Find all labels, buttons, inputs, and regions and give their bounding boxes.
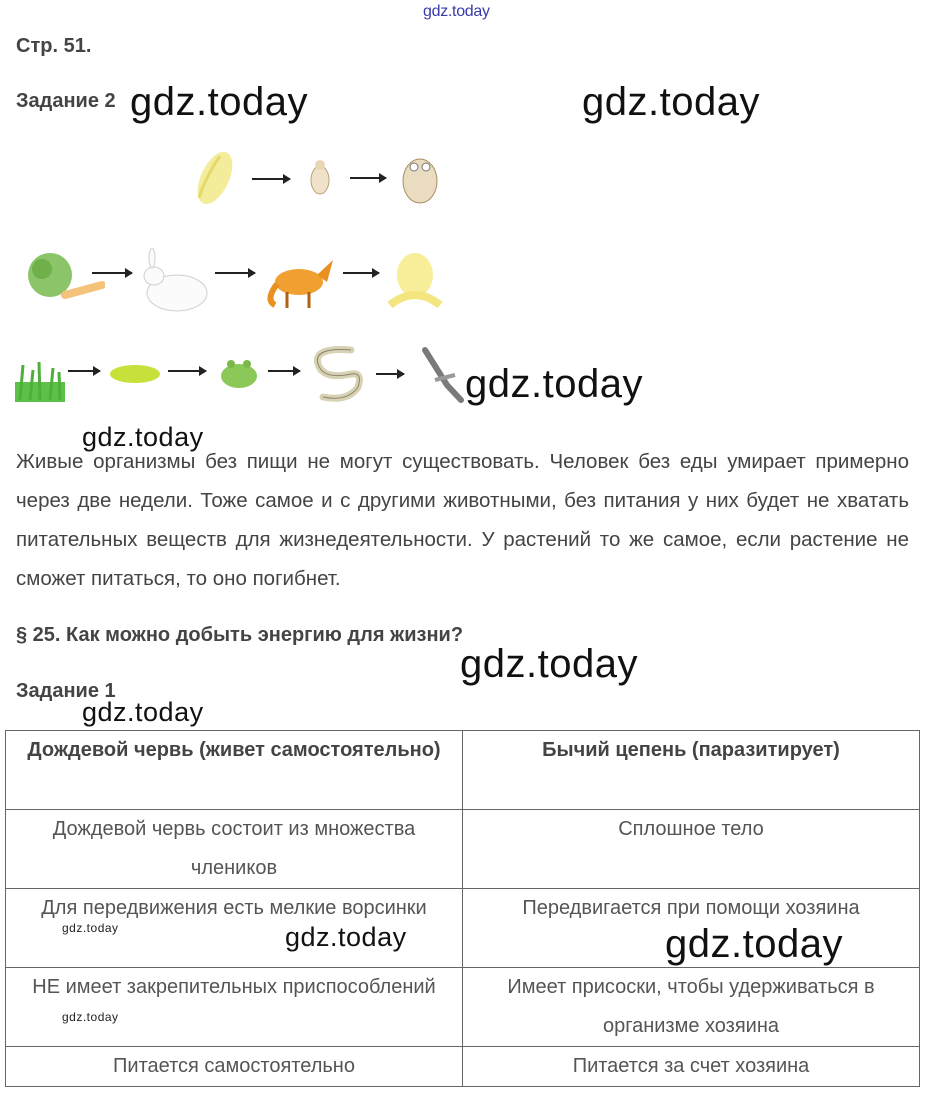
watermark: gdz.today [465, 362, 643, 406]
eagle-owl-icon [380, 245, 450, 323]
task2-heading: Задание 2 [16, 90, 116, 112]
rabbit-icon [132, 248, 214, 318]
table-row [6, 968, 920, 1047]
table-header-cell: Бычий цепень (паразитирует) [463, 731, 920, 810]
table-row [6, 1047, 920, 1087]
corn-icon [185, 148, 245, 210]
table-cell: Передвигается при помощи хозяина [463, 889, 920, 968]
mouse-icon [300, 155, 340, 200]
snake-icon [303, 342, 368, 408]
cabbage-carrot-icon [20, 245, 105, 310]
table-cell: НЕ имеет закрепительных приспособлений [6, 968, 463, 1047]
table-cell: Питается самостоятельно [6, 1047, 463, 1087]
owl-icon [395, 145, 445, 207]
arrow-icon [168, 370, 206, 372]
task1-heading: Задание 1 [16, 680, 116, 702]
table-cell: Для передвижения есть мелкие ворсинки [6, 889, 463, 968]
table-cell: Сплошное тело [463, 810, 920, 889]
section-heading: § 25. Как можно добыть энергию для жизни? [16, 624, 464, 646]
arrow-icon [376, 373, 404, 375]
watermark: gdz.today [665, 922, 843, 966]
grass-icon [15, 360, 65, 402]
caterpillar-icon [107, 360, 162, 388]
table-row [6, 889, 920, 968]
arrow-icon [92, 272, 132, 274]
site-label[interactable]: gdz.today [423, 3, 490, 20]
hawk-icon [415, 345, 465, 405]
arrow-icon [252, 178, 290, 180]
frog-icon [215, 352, 263, 394]
table-header-row [6, 731, 920, 810]
arrow-icon [350, 177, 386, 179]
watermark: gdz.today [130, 80, 308, 124]
watermark: gdz.today [460, 642, 638, 686]
watermark: gdz.today [285, 922, 407, 952]
watermark: gdz.today [82, 697, 204, 727]
page-ref: Стр. 51. [16, 35, 92, 57]
arrow-icon [268, 370, 300, 372]
watermark: gdz.today [62, 921, 119, 935]
table-cell: Дождевой червь состоит из множества члеников [6, 810, 463, 889]
watermark: gdz.today [62, 1010, 119, 1024]
fox-icon [265, 250, 337, 312]
arrow-icon [215, 272, 255, 274]
table-cell: Имеет присоски, чтобы удерживаться в организме хозяина [463, 968, 920, 1047]
watermark: gdz.today [82, 422, 204, 452]
watermark: gdz.today [582, 80, 760, 124]
arrow-icon [68, 370, 100, 372]
comparison-table [5, 730, 920, 1087]
table-header-cell: Дождевой червь (живет самостоятельно) [6, 731, 463, 810]
table-row [6, 810, 920, 889]
paragraph: Живые организмы без пищи не могут существовать. Человек без еды умирает примерно через две недели. Тоже самое и с другими животными, без питания у них будет не хватать питательных веществ для жизнедеятельности. У растений то же самое, если растение не сможет питаться, то оно погибнет. [16, 450, 909, 590]
arrow-icon [343, 272, 379, 274]
table-cell: Питается за счет хозяина [463, 1047, 920, 1087]
